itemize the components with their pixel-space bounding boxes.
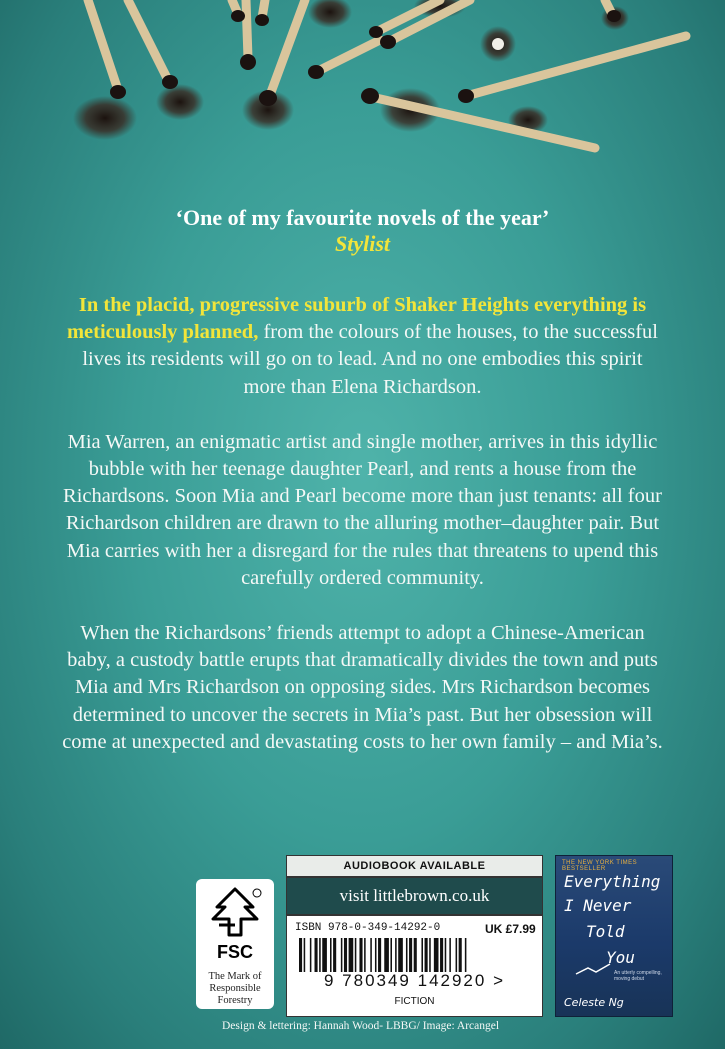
book-author: Celeste Ng bbox=[564, 996, 624, 1009]
isbn-text: ISBN 978-0-349-14292-0 bbox=[295, 922, 441, 934]
book-tag: THE NEW YORK TIMES BESTSELLER bbox=[562, 860, 638, 872]
burnt-matches-illustration bbox=[0, 0, 725, 170]
fsc-tree-icon bbox=[205, 885, 265, 939]
book-title-line-3: Told bbox=[586, 922, 625, 941]
blurb-paragraph-1 bbox=[60, 292, 665, 401]
book-title-line-1: Everything bbox=[564, 872, 661, 891]
design-credit: Design & lettering: Hannah Wood- LBBG/ Image: Arcangel bbox=[222, 1020, 500, 1032]
price-label: UK £7.99 bbox=[485, 922, 536, 936]
swimmer-icon bbox=[574, 960, 614, 980]
book-title-line-2: I Never bbox=[564, 896, 632, 915]
fsc-tagline bbox=[196, 971, 274, 1007]
quote-text: ‘One of my favourite novels of the year’ bbox=[175, 205, 550, 230]
review-quote bbox=[0, 205, 725, 257]
fsc-label: FSC bbox=[217, 942, 253, 962]
blurb-highlight: In the placid, progressive suburb of Shaker Heights everything is meticulously planned, bbox=[66, 294, 647, 344]
book-quote: An utterly compelling, moving debut bbox=[614, 970, 662, 982]
fsc-line-3: Forestry bbox=[217, 995, 253, 1006]
barcode-icon bbox=[299, 938, 529, 972]
blurb-p1-rest: from the colours of the houses, to the successful lives its residents will go on to lead. And no one embodies this spirit more than Elena Richardson. bbox=[82, 321, 659, 398]
blurb-paragraph-3: When the Richardsons’ friends attempt to adopt a Chinese-American baby, a custody battle erupts that dramatically divides the town and puts Mia and Mrs Richardson on opposing sides. Mrs Richardson becomes determined to uncover the secrets in Mia’s past. But her obsession will come at unexpected and devastating costs to her own family – and Mia’s. bbox=[62, 622, 663, 753]
book-category: FICTION bbox=[394, 996, 435, 1007]
isbn-barcode-box bbox=[286, 915, 543, 1017]
website-link[interactable]: visit littlebrown.co.uk bbox=[286, 877, 543, 915]
barcode-digits: 9 780349 142920 > bbox=[323, 971, 505, 990]
book-blurb bbox=[60, 292, 665, 784]
fsc-logo bbox=[196, 879, 274, 1009]
book-advert-cover bbox=[555, 855, 673, 1017]
fsc-line-2: Responsible bbox=[209, 983, 261, 994]
blurb-paragraph-2: Mia Warren, an enigmatic artist and single mother, arrives in this idyllic bubble with her teenage daughter Pearl, and rents a house from the Richardsons. Soon Mia and Pearl become more than just tenants: all four Richardson children are drawn to the alluring mother–daughter pair. But Mia carries with her a disregard for the rules that threatens to upend this carefully ordered community. bbox=[63, 430, 662, 589]
audiobook-banner: AUDIOBOOK AVAILABLE bbox=[286, 855, 543, 877]
book-title-line-4: You bbox=[606, 948, 635, 967]
quote-source: Stylist bbox=[334, 231, 390, 256]
fsc-line-1: The Mark of bbox=[208, 971, 262, 982]
